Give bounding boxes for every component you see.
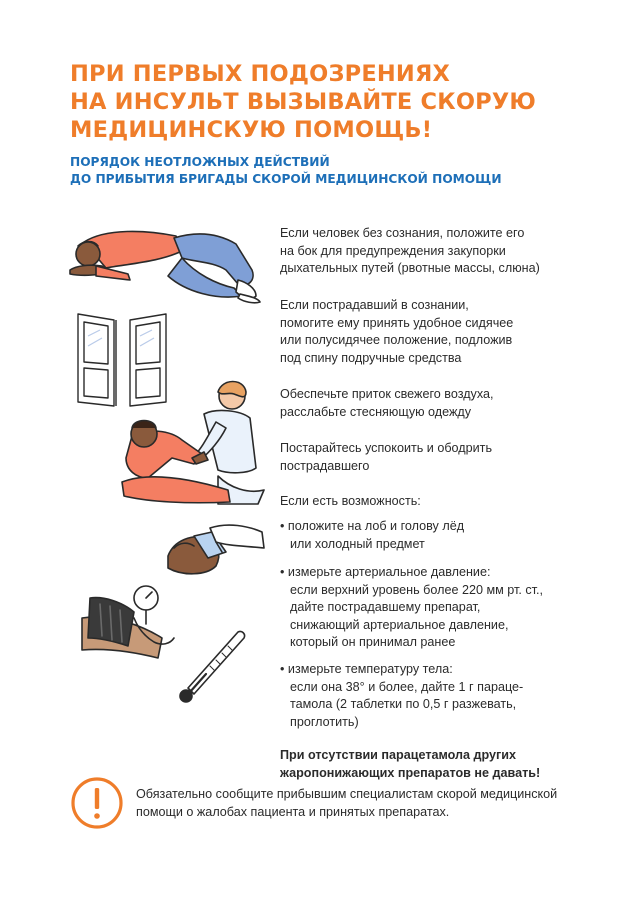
bold-note-line-1: При отсутствии парацетамола других — [280, 748, 517, 762]
paracetamol-warning — [280, 746, 540, 782]
blood-pressure-monitor-illustration — [78, 578, 188, 664]
warning-line-2: помощи о жалобах пациента и принятых препаратах. — [136, 804, 450, 819]
warning-line-1: Обязательно сообщите прибывшим специалистам скорой медицинской — [136, 787, 558, 801]
bullet-temperature — [280, 661, 590, 731]
page-title — [70, 60, 590, 144]
step-calm-down — [280, 440, 580, 475]
step-line: Если есть возможность: — [280, 494, 421, 508]
bullet-line: дайте пострадавшему препарат, — [290, 600, 481, 614]
bullet-line: тамола (2 таблетки по 0,5 г разжевать, — [290, 697, 517, 711]
ice-on-forehead-illustration — [166, 512, 268, 584]
notify-specialists-text — [136, 786, 557, 821]
step-line: или полусидячее положение, подложив — [280, 333, 513, 347]
step-conscious — [280, 297, 580, 367]
bold-note-line-2: жаропонижающих препаратов не давать! — [280, 766, 541, 780]
step-line: Постарайтесь успокоить и ободрить — [280, 441, 493, 455]
bullet-line: • измерьте артериальное давление: — [280, 565, 491, 579]
bullet-line: или холодный предмет — [290, 536, 425, 551]
bullet-line: • положите на лоб и голову лёд — [280, 519, 465, 533]
step-line: Если человек без сознания, положите его — [280, 226, 525, 240]
bullet-blood-pressure — [280, 564, 590, 652]
step-if-possible — [280, 493, 580, 511]
subtitle-line-1: ПОРЯДОК НЕОТЛОЖНЫХ ДЕЙСТВИЙ — [70, 155, 330, 169]
step-line: Обеспечьте приток свежего воздуха, — [280, 387, 494, 401]
step-fresh-air — [280, 386, 580, 421]
step-line: Если пострадавший в сознании, — [280, 298, 469, 312]
step-line: на бок для предупреждения закупорки — [280, 243, 506, 258]
bullet-ice — [280, 518, 590, 553]
step-line: дыхательных путей (рвотные массы, слюна) — [280, 261, 540, 275]
title-line-3: МЕДИЦИНСКУЮ ПОМОЩЬ! — [70, 117, 433, 143]
step-line: помогите ему принять удобное сидячее — [280, 315, 514, 330]
page-subtitle — [70, 154, 590, 188]
subtitle-line-2: ДО ПРИБЫТИЯ БРИГАДЫ СКОРОЙ МЕДИЦИНСКОЙ ПОМОЩИ — [70, 172, 502, 186]
recovery-position-illustration — [66, 218, 266, 304]
exclamation-circle-icon — [70, 776, 124, 830]
title-line-1: ПРИ ПЕРВЫХ ПОДОЗРЕНИЯХ — [70, 61, 451, 87]
step-unconscious — [280, 225, 580, 278]
thermometer-illustration — [176, 628, 248, 704]
nurse-helping-patient-illustration — [118, 378, 268, 504]
bullet-line: проглотить) — [290, 714, 359, 729]
bullet-line: снижающий артериальное давление, — [290, 617, 509, 632]
bullet-line: если верхний уровень более 220 мм рт. ст., — [290, 582, 544, 597]
title-line-2: НА ИНСУЛЬТ ВЫЗЫВАЙТЕ СКОРУЮ — [70, 89, 537, 115]
step-line: расслабьте стесняющую одежду — [280, 404, 472, 419]
bullet-line: который он принимал ранее — [290, 635, 456, 649]
bullet-line: • измерьте температуру тела: — [280, 662, 453, 676]
step-line: пострадавшего — [280, 458, 370, 473]
bullet-line: если она 38° и более, дайте 1 г параце- — [290, 679, 524, 694]
step-line: под спину подручные средства — [280, 350, 462, 365]
